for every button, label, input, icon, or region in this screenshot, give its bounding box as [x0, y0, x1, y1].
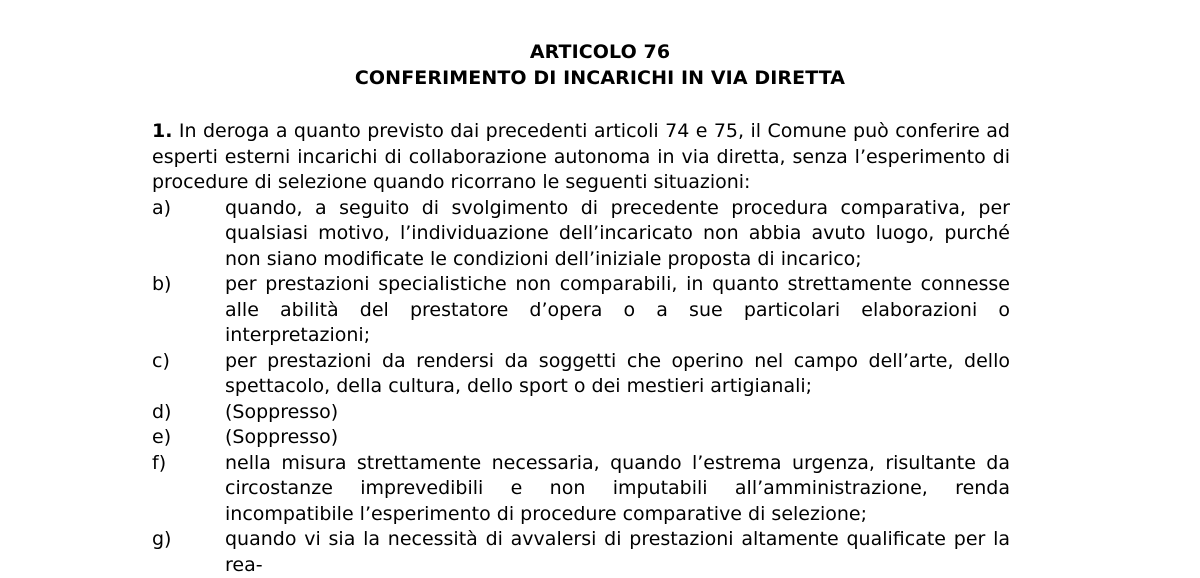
paragraph-intro-text: In deroga a quanto previsto dai precedenti articoli 74 e 75, il Comune può conferire ad esperti esterni incarichi di collaborazione autonoma in via diretta, senza l’esperimento di procedure di selezione quando ricorrano le seguenti situazioni: — [152, 120, 1010, 193]
list-item-label: e) — [152, 426, 172, 448]
list-item — [152, 272, 1010, 349]
paragraph-intro — [152, 119, 1010, 196]
list-item-label: a) — [152, 196, 172, 219]
list-item-label: g) — [152, 528, 172, 550]
list-item — [152, 349, 1010, 400]
list-item-text: nella misura strettamente necessaria, quando l’estrema urgenza, risultante da circostanze imprevedibili e non imputabili all’amministrazione, renda incompatibile l’esperimento di procedure comparative di selezione; — [225, 451, 1010, 525]
article-body — [152, 119, 1010, 578]
list-item-text: quando, a seguito di svolgimento di precedente procedura comparativa, per qualsiasi motivo, l’individuazione dell’incaricato non abbia avuto luogo, purché non siano modificate le condizioni dell’iniziale proposta di incarico; — [225, 196, 1010, 270]
list-item-text: per prestazioni da rendersi da soggetti che operino nel campo dell’arte, dello spettacolo, della cultura, dello sport o dei mestieri artigianali; — [225, 349, 1010, 397]
list-item-text: quando vi sia la necessità di avvalersi di prestazioni altamente qualificate per la rea- — [225, 528, 1010, 576]
list-item-label: f) — [152, 451, 167, 474]
list-item-label: d) — [152, 400, 172, 423]
list-item-text: (Soppresso) — [225, 426, 339, 448]
list-item — [152, 196, 1010, 273]
list-item-label: c) — [152, 349, 170, 372]
article-number-heading: ARTICOLO 76 — [529, 41, 671, 63]
paragraph-number: 1. — [152, 120, 173, 142]
list-item-label: b) — [152, 273, 172, 295]
article-title: CONFERIMENTO DI INCARICHI IN VIA DIRETTA — [354, 67, 846, 89]
list-item — [152, 527, 1010, 578]
list-item-text: per prestazioni specialistiche non comparabili, in quanto strettamente connesse alle abilità del prestatore d’opera o a sue particolari elaborazioni o interpretazioni; — [225, 273, 1010, 346]
list-item — [152, 425, 1010, 451]
list-item — [152, 451, 1010, 528]
list-item — [152, 400, 1010, 426]
list-item-text: (Soppresso) — [225, 400, 339, 423]
